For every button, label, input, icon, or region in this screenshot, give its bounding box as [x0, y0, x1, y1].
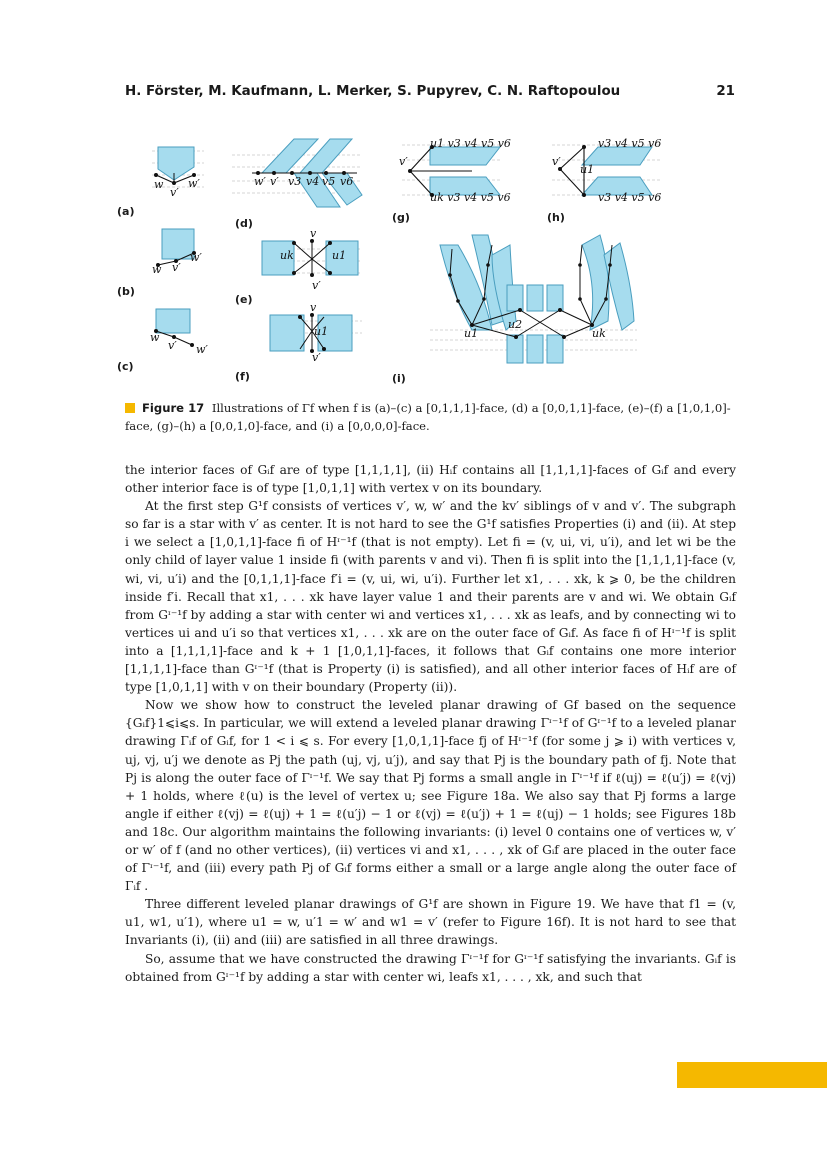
chapter-tab-marker: [677, 1062, 827, 1088]
i-uk-label: uk: [592, 327, 606, 340]
sublabel-b: (b): [117, 285, 135, 298]
paragraph-2: At the first step G¹f consists of vertices v′, w, w′ and the kv′ siblings of v and v′. The subgraph so far is a star with v′ as center. It is not hard to see the G¹f satisfies Properties (i) and (ii). At step i we select a [1,0,1,1]-face fi of Hᶦ⁻¹f (that is not empty). Let fi = (v, ui, vi, u′i), and let wi be the only child of layer value 1 inside fi (with parents v and vi). Then fi is split into the [1,1,1,1]-face (v, wi, vi, u′i) and the [0,1,1,1]-face f′i = (v, ui, wi, u′i). Further let x1, . . . xk, k ⩾ 0, be the children inside f′i. Recall that x1, . . . xk have layer value 1 and their parents are v and wi. We obtain Gᵢf from Gᶦ⁻¹f by adding a star with center wi and vertices x1, . . . xk as leafs, and by connecting wi to vertices ui and u′i so that vertices x1, . . . xk are on the outer face of Gᵢf. As face fi of Hᶦ⁻¹f is split into a [1,1,1,1]-face and k + 1 [1,0,1,1]-faces, it follows that Gᵢf contains one more interior [1,1,1,1]-face than Gᶦ⁻¹f (that is Property (i) is satisfied), and all other interior faces of Hᵢf are of type [1,0,1,1] with v on their boundary (Property (ii)).: [125, 499, 736, 695]
sublabel-e: (e): [235, 293, 253, 306]
c-vprime-label: v′: [168, 339, 177, 352]
paragraph-4: Three different leveled planar drawings of G¹f are shown in Figure 19. We have that f1 = (v, u1, w1, u′1), where u1 = w, u′1 = w′ and w1 = v′ (refer to Figure 16f). It is not hard to see that Invariants (i), (ii) and (iii) are satisfied in all three drawings.: [125, 897, 736, 948]
panel-e: [262, 227, 358, 292]
i-u1-label: u1: [464, 327, 479, 340]
e-v-label: v: [310, 227, 317, 240]
d-wprime-label: w′: [254, 175, 266, 188]
figure-17-drawing: [112, 125, 712, 400]
paragraph-3: Now we show how to construct the leveled planar drawing of Gf based on the sequence {Gᵢf}1⩽i⩽s. In particular, we will extend a leveled planar drawing Γᶦ⁻¹f of Gᶦ⁻¹f to a leveled planar drawing Γᵢf of Gᵢf, for 1 < i ⩽ s. For every [1,0,1,1]-face fj of Hᶦ⁻¹f (for some j ⩾ i) with vertices v, uj, vj, u′j we denote as Pj the path (uj, vj, u′j), and say that Pj is the boundary path of fj. Note that Pj is along the outer face of Γᶦ⁻¹f. We say that Pj forms a small angle in Γᶦ⁻¹f if ℓ(uj) = ℓ(u′j) = ℓ(vj) + 1 holds, where ℓ(u) is the level of vertex u; see Figure 18a. We also say that Pj forms a large angle if either ℓ(vj) = ℓ(uj) + 1 = ℓ(u′j) − 1 or ℓ(vj) = ℓ(u′j) + 1 = ℓ(uj) − 1 holds; see Figures 18b and 18c. Our algorithm maintains the following invariants: (i) level 0 contains one of vertices w, v′ or w′ of f (and no other vertices), (ii) vertices vi and x1, . . . , xk of Gᵢf are placed in the outer face of Γᶦ⁻¹f, and (iii) every path Pj of Gᵢf forms either a small or a large angle along the outer face of Γᵢf .: [125, 698, 736, 894]
body-text: [125, 461, 736, 986]
b-w-label: w: [152, 263, 162, 276]
caption-text: Illustrations of Γf when f is (a)–(c) a [0,1,1,1]-face, (d) a [0,0,1,1]-face, (e)–(f) a [1,0,1,0]-face, (g)–(h) a [0,0,1,0]-face, and (i) a [0,0,0,0]-face.: [125, 401, 731, 433]
d-vprime-label: v′: [270, 175, 279, 188]
h-top-labels: v3 v4 v5 v6: [598, 137, 662, 150]
header-authors: H. Förster, M. Kaufmann, L. Merker, S. Pupyrev, C. N. Raftopoulou: [125, 84, 621, 99]
e-uk-label: uk: [280, 249, 294, 262]
b-wprime-label: w′: [190, 251, 202, 264]
d-v4-label: v4: [306, 175, 320, 188]
sublabel-g: (g): [392, 211, 410, 224]
panel-g: [399, 137, 511, 204]
panel-f: [270, 301, 352, 364]
page-number: 21: [716, 84, 735, 99]
c-wprime-label: w′: [196, 343, 208, 356]
i-u2-label: u2: [508, 318, 523, 331]
sublabel-a: (a): [117, 205, 135, 218]
panel-c: [150, 309, 208, 356]
f-vprime-label: v′: [312, 351, 321, 364]
sublabel-c: (c): [117, 360, 134, 373]
sublabel-f: (f): [235, 370, 250, 383]
h-bottom-labels: v3 v4 v5 v6: [598, 191, 662, 204]
f-v-label: v: [310, 301, 317, 314]
h-vprime-label: v′: [552, 155, 561, 168]
sublabel-i: (i): [392, 372, 406, 385]
figure-17: [112, 125, 712, 400]
paragraph-1: the interior faces of Gᵢf are of type [1,1,1,1], (ii) Hᵢf contains all [1,1,1,1]-faces of Gᵢf and every other interior face is of type [1,0,1,1] with vertex v on its boundary.: [125, 463, 736, 496]
panel-i: [440, 235, 634, 363]
panel-h: [552, 137, 661, 204]
panel-b: [152, 229, 202, 276]
g-top-labels: u1 v3 v4 v5 v6: [430, 137, 511, 150]
g-bottom-labels: uk v3 v4 v5 v6: [430, 191, 511, 204]
paragraph-5: So, assume that we have constructed the drawing Γᶦ⁻¹f for Gᶦ⁻¹f satisfying the invariants. Gᵢf is obtained from Gᶦ⁻¹f by adding a star with center wi, leafs x1, . . . , xk, and such that: [125, 951, 736, 984]
panel-a: [154, 147, 200, 199]
a-vprime-label: v′: [170, 186, 179, 199]
c-w-label: w: [150, 331, 160, 344]
figure-caption: [125, 399, 735, 435]
a-w-label: w: [154, 178, 164, 191]
a-wprime-label: w′: [188, 177, 200, 190]
panel-d: [252, 139, 362, 207]
caption-marker: [125, 403, 135, 413]
d-v5-label: v5: [322, 175, 336, 188]
h-u1-label: u1: [580, 163, 595, 176]
running-header: [125, 84, 735, 106]
e-vprime-label: v′: [312, 279, 321, 292]
sublabel-h: (h): [547, 211, 565, 224]
sublabel-d: (d): [235, 217, 253, 230]
caption-label: Figure 17: [142, 401, 205, 415]
g-vprime-label: v′: [399, 155, 408, 168]
f-u1-label: u1: [314, 325, 329, 338]
d-v6-label: v6: [340, 175, 354, 188]
d-v3-label: v3: [288, 175, 302, 188]
b-vprime-label: v′: [172, 261, 181, 274]
e-u1-label: u1: [332, 249, 347, 262]
